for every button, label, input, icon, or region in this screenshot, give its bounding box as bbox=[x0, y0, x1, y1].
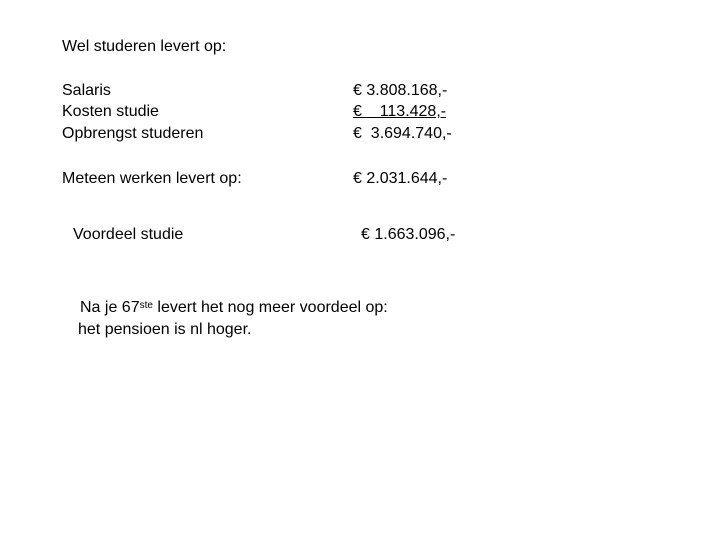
row-value-salary: € 3.808.168,- bbox=[353, 82, 448, 99]
note-superscript: ste bbox=[139, 300, 153, 311]
note-line-1 bbox=[80, 298, 388, 318]
row-label-study-costs: Kosten studie bbox=[62, 103, 159, 120]
note-line-1-suffix: levert het nog meer voordeel op: bbox=[152, 299, 388, 316]
direct-work-label: Meteen werken levert op: bbox=[62, 170, 242, 187]
row-value-study-yield: € 3.694.740,- bbox=[353, 125, 452, 142]
advantage-value: € 1.663.096,- bbox=[361, 226, 456, 243]
row-value-study-costs: € 113.428,- bbox=[353, 103, 447, 120]
note-line-2: het pensioen is nl hoger. bbox=[78, 321, 252, 338]
row-label-salary: Salaris bbox=[62, 82, 111, 99]
note-line-1-prefix: Na je 67 bbox=[80, 299, 140, 316]
direct-work-value: € 2.031.644,- bbox=[353, 170, 448, 187]
row-label-study-yield: Opbrengst studeren bbox=[62, 125, 204, 142]
advantage-label: Voordeel studie bbox=[73, 226, 184, 243]
heading: Wel studeren levert op: bbox=[62, 38, 227, 55]
